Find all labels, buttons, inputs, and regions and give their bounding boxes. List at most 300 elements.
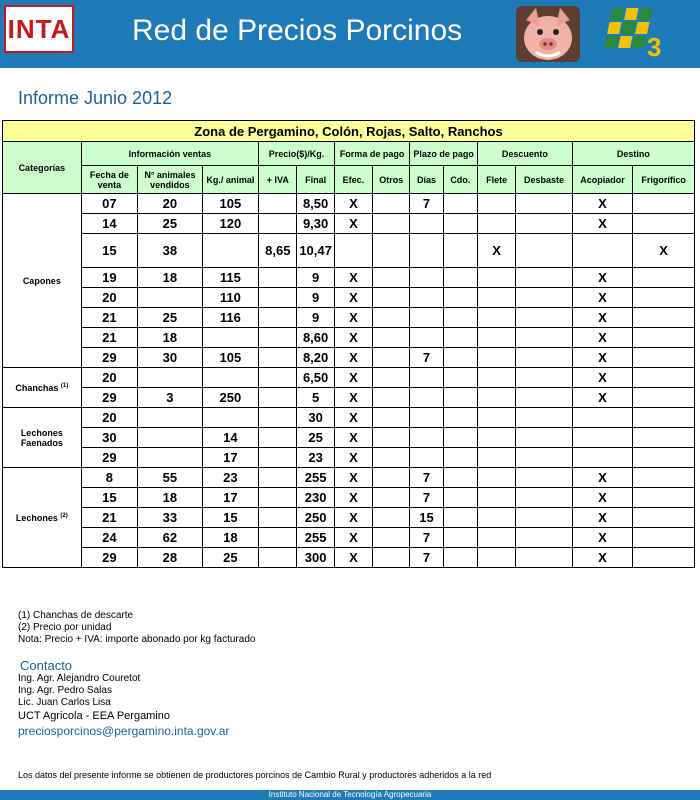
cell-acopiador: X [572,194,633,214]
cell-animales: 55 [138,468,203,488]
cell-frigorifico [633,308,695,328]
prices-table [2,120,695,568]
cell-frigorifico [633,194,695,214]
cell-cdo [443,428,477,448]
col-frigorifico: Frigorífico [633,166,695,194]
col-fecha: Fecha de venta [81,166,137,194]
col-categorias: Categorías [3,142,82,194]
cell-frigorifico [633,388,695,408]
cell-frigorifico [633,528,695,548]
cell-desbaste [516,214,572,234]
cell-acopiador: X [572,548,633,568]
inta-logo [4,5,74,53]
table-row [3,548,695,568]
contact-email-link[interactable]: preciosporcinos@pergamino.inta.gov.ar [18,724,230,738]
cell-kg: 17 [202,488,258,508]
table-row [3,214,695,234]
cell-final: 255 [297,468,334,488]
page-title: Red de Precios Porcinos [132,14,463,47]
table-row [3,428,695,448]
cell-desbaste [516,234,572,268]
cell-efec: X [334,214,372,234]
cell-iva [259,548,297,568]
cell-efec: X [334,428,372,448]
cell-kg: 23 [202,468,258,488]
svg-text:3: 3 [647,32,662,62]
cell-desbaste [516,468,572,488]
contact-list [18,673,140,709]
cell-final: 25 [297,428,334,448]
cell-iva [259,488,297,508]
cell-iva [259,194,297,214]
category-capones: Capones [3,194,82,368]
cell-animales: 18 [138,488,203,508]
col-animales: N° animales vendidos [138,166,203,194]
cell-flete [477,308,515,328]
cell-efec: X [334,548,372,568]
table-row [3,288,695,308]
cell-flete [477,528,515,548]
cell-final: 10,47 [297,234,334,268]
category-lechones-faenados: Lechones Faenados [3,408,82,468]
source-note: Los datos del presente informe se obtienen de productores porcinos de Cambio Rural y productores adheridos a la red [18,770,492,780]
col-cdo: Cdo. [443,166,477,194]
cell-acopiador: X [572,508,633,528]
group-plazo-pago: Plazo de pago [410,142,478,166]
cell-acopiador: X [572,488,633,508]
cell-otros [373,194,410,214]
cell-efec: X [334,408,372,428]
cell-iva [259,408,297,428]
cell-kg: 14 [202,428,258,448]
cell-kg: 17 [202,448,258,468]
cell-desbaste [516,308,572,328]
cell-otros [373,528,410,548]
cell-desbaste [516,428,572,448]
cell-flete [477,388,515,408]
col-kg: Kg./ animal [202,166,258,194]
cell-acopiador: X [572,308,633,328]
cell-iva [259,348,297,368]
cell-dias [410,214,443,234]
cell-dias [410,408,443,428]
cell-efec: X [334,448,372,468]
col-efec: Efec. [334,166,372,194]
cell-kg: 120 [202,214,258,234]
col-desbaste: Desbaste [516,166,572,194]
cell-fecha: 15 [81,234,137,268]
cell-desbaste [516,548,572,568]
cell-final: 30 [297,408,334,428]
cell-acopiador: X [572,388,633,408]
cell-kg [202,328,258,348]
cell-iva [259,448,297,468]
cell-final: 9 [297,308,334,328]
cell-dias [410,368,443,388]
cell-fecha: 24 [81,528,137,548]
cell-cdo [443,368,477,388]
contact-org: UCT Agricola - EEA Pergamino [18,710,171,722]
cell-frigorifico [633,268,695,288]
col-iva: + IVA [259,166,297,194]
pig-photo [516,6,580,62]
cell-desbaste [516,268,572,288]
cell-desbaste [516,288,572,308]
cell-acopiador: X [572,368,633,388]
cell-dias [410,308,443,328]
cell-frigorifico [633,408,695,428]
cell-cdo [443,528,477,548]
cell-otros [373,488,410,508]
cell-animales: 25 [138,214,203,234]
cell-animales: 33 [138,508,203,528]
cell-frigorifico [633,448,695,468]
cell-otros [373,308,410,328]
cell-efec: X [334,488,372,508]
cell-iva [259,428,297,448]
cell-animales [138,408,203,428]
cell-fecha: 19 [81,268,137,288]
cell-kg: 250 [202,388,258,408]
cell-efec: X [334,468,372,488]
cell-desbaste [516,408,572,428]
cell-acopiador: X [572,268,633,288]
cell-dias [410,428,443,448]
cell-final: 23 [297,448,334,468]
cell-otros [373,348,410,368]
contact-title: Contacto [20,658,73,673]
col-acopiador: Acopiador [572,166,633,194]
col-dias: Días [410,166,443,194]
cell-frigorifico [633,368,695,388]
cell-final: 8,20 [297,348,334,368]
group-destino: Destino [572,142,694,166]
cell-animales [138,288,203,308]
cell-flete [477,508,515,528]
table-row [3,328,695,348]
cell-acopiador [572,448,633,468]
group-precio: Precio($)/Kg. [259,142,335,166]
cell-iva [259,268,297,288]
cell-flete [477,428,515,448]
cell-fecha: 21 [81,328,137,348]
cell-cdo [443,214,477,234]
cell-cdo [443,194,477,214]
cell-otros [373,368,410,388]
cell-fecha: 29 [81,548,137,568]
cell-acopiador: X [572,528,633,548]
cell-kg: 116 [202,308,258,328]
cell-dias [410,234,443,268]
cell-efec: X [334,288,372,308]
cell-desbaste [516,348,572,368]
cell-final: 255 [297,528,334,548]
cell-final: 230 [297,488,334,508]
cell-dias: 7 [410,488,443,508]
cell-animales [138,428,203,448]
cell-iva [259,288,297,308]
cell-cdo [443,348,477,368]
cell-cdo [443,408,477,428]
cell-cdo [443,328,477,348]
table-row [3,234,695,268]
cell-cdo [443,488,477,508]
cell-animales: 18 [138,268,203,288]
cell-animales: 18 [138,328,203,348]
zone-header: Zona de Pergamino, Colón, Rojas, Salto, Ranchos [3,121,695,142]
cell-cdo [443,508,477,528]
cell-cdo [443,468,477,488]
table-row [3,448,695,468]
cell-animales [138,448,203,468]
cell-otros [373,288,410,308]
cell-final: 9 [297,288,334,308]
table-row [3,348,695,368]
cell-otros [373,448,410,468]
cell-flete [477,268,515,288]
cell-dias: 7 [410,194,443,214]
cell-animales: 25 [138,308,203,328]
cell-acopiador [572,234,633,268]
cell-otros [373,548,410,568]
cell-kg [202,234,258,268]
cell-fecha: 29 [81,348,137,368]
cell-desbaste [516,328,572,348]
category-lechones: Lechones $^{(2)}$ [3,468,82,568]
cell-frigorifico [633,548,695,568]
cell-desbaste [516,528,572,548]
cell-dias [410,448,443,468]
cell-acopiador: X [572,288,633,308]
cell-iva: 8,65 [259,234,297,268]
cell-flete [477,448,515,468]
cell-cdo [443,234,477,268]
cell-animales: 28 [138,548,203,568]
cell-efec: X [334,528,372,548]
cell-flete [477,214,515,234]
cell-desbaste [516,368,572,388]
cell-iva [259,328,297,348]
cell-desbaste [516,508,572,528]
cell-kg: 105 [202,194,258,214]
cell-flete [477,548,515,568]
cell-fecha: 14 [81,214,137,234]
cell-efec: X [334,268,372,288]
cell-flete [477,408,515,428]
cell-final: 8,60 [297,328,334,348]
cell-frigorifico: X [633,234,695,268]
table-row [3,528,695,548]
cell-flete: X [477,234,515,268]
cell-kg [202,408,258,428]
cell-dias: 15 [410,508,443,528]
cell-kg: 15 [202,508,258,528]
cell-kg: 18 [202,528,258,548]
cell-flete [477,194,515,214]
cell-cdo [443,268,477,288]
cell-kg: 115 [202,268,258,288]
cell-efec: X [334,388,372,408]
cell-flete [477,348,515,368]
cell-iva [259,528,297,548]
cell-efec: X [334,194,372,214]
cell-otros [373,328,410,348]
report-title: Informe Junio 2012 [18,88,173,108]
cell-acopiador [572,428,633,448]
cell-fecha: 20 [81,288,137,308]
cell-frigorifico [633,328,695,348]
col-otros: Otros [373,166,410,194]
note-3: Nota: Precio + IVA: importe abonado por kg facturado [18,634,256,645]
cell-otros [373,268,410,288]
cell-dias: 7 [410,528,443,548]
cell-iva [259,508,297,528]
group-descuento: Descuento [477,142,572,166]
cell-acopiador: X [572,348,633,368]
table-row [3,408,695,428]
cell-otros [373,428,410,448]
cell-otros [373,214,410,234]
cell-efec: X [334,348,372,368]
cell-flete [477,288,515,308]
cell-dias [410,268,443,288]
cell-dias: 7 [410,548,443,568]
cell-animales: 62 [138,528,203,548]
cell-acopiador: X [572,214,633,234]
cell-otros [373,508,410,528]
notes [18,610,255,646]
cell-frigorifico [633,348,695,368]
cell-fecha: 20 [81,368,137,388]
footer-bar: Instituto Nacional de Tecnología Agropecuaria [0,790,700,800]
table-row [3,308,695,328]
cell-otros [373,388,410,408]
cell-desbaste [516,448,572,468]
cell-iva [259,214,297,234]
inta-logo-text: INTA [7,13,71,44]
cell-final: 9 [297,268,334,288]
cell-desbaste [516,488,572,508]
cell-cdo [443,388,477,408]
cell-frigorifico [633,214,695,234]
cell-fecha: 30 [81,428,137,448]
cell-iva [259,468,297,488]
cell-final: 6,50 [297,368,334,388]
cell-fecha: 07 [81,194,137,214]
contact-person: Ing. Agr. Pedro Salas [18,685,112,696]
cell-dias [410,288,443,308]
cell-kg: 105 [202,348,258,368]
cambio-rural-logo [603,6,665,62]
cell-frigorifico [633,288,695,308]
table-row [3,488,695,508]
contact-person: Lic. Juan Carlos Lisa [18,697,111,708]
cell-cdo [443,548,477,568]
cell-final: 8,50 [297,194,334,214]
cell-cdo [443,448,477,468]
table-row [3,194,695,214]
note-2: (2) Precio por unidad [18,622,112,633]
cell-animales: 30 [138,348,203,368]
cell-efec [334,234,372,268]
table-row [3,268,695,288]
table-row [3,508,695,528]
table-row [3,388,695,408]
cell-fecha: 29 [81,448,137,468]
cell-final: 9,30 [297,214,334,234]
cell-otros [373,468,410,488]
table-body [3,194,695,568]
cell-frigorifico [633,508,695,528]
cell-frigorifico [633,428,695,448]
cell-iva [259,308,297,328]
cell-kg [202,368,258,388]
cell-final: 300 [297,548,334,568]
cell-dias [410,388,443,408]
cell-iva [259,368,297,388]
cell-iva [259,388,297,408]
cell-frigorifico [633,468,695,488]
cell-acopiador [572,408,633,428]
cell-fecha: 20 [81,408,137,428]
cell-cdo [443,288,477,308]
cell-flete [477,328,515,348]
cell-animales [138,368,203,388]
cell-efec: X [334,368,372,388]
cell-otros [373,234,410,268]
cell-flete [477,468,515,488]
cell-final: 250 [297,508,334,528]
cell-desbaste [516,388,572,408]
contact-person: Ing. Agr. Alejandro Couretot [18,673,141,684]
cell-flete [477,488,515,508]
cell-fecha: 29 [81,388,137,408]
category-chanchas: Chanchas $^{(1)}$ [3,368,82,408]
cell-animales: 38 [138,234,203,268]
col-final: Final [297,166,334,194]
cell-otros [373,408,410,428]
cell-kg: 25 [202,548,258,568]
table-row [3,468,695,488]
col-flete: Flete [477,166,515,194]
cell-cdo [443,308,477,328]
group-forma-pago: Forma de pago [334,142,410,166]
cell-dias [410,328,443,348]
cell-fecha: 21 [81,308,137,328]
cell-fecha: 21 [81,508,137,528]
cell-final: 5 [297,388,334,408]
cell-dias: 7 [410,468,443,488]
cell-frigorifico [633,488,695,508]
cell-efec: X [334,328,372,348]
note-1: (1) Chanchas de descarte [18,610,134,621]
cell-acopiador: X [572,468,633,488]
cell-dias: 7 [410,348,443,368]
cell-efec: X [334,508,372,528]
cell-animales: 20 [138,194,203,214]
cell-fecha: 15 [81,488,137,508]
cell-desbaste [516,194,572,214]
cell-efec: X [334,308,372,328]
table-row [3,368,695,388]
cell-fecha: 8 [81,468,137,488]
group-info-ventas: Información ventas [81,142,258,166]
cell-acopiador: X [572,328,633,348]
header-banner [0,0,700,68]
cell-kg: 110 [202,288,258,308]
cell-animales: 3 [138,388,203,408]
cell-flete [477,368,515,388]
